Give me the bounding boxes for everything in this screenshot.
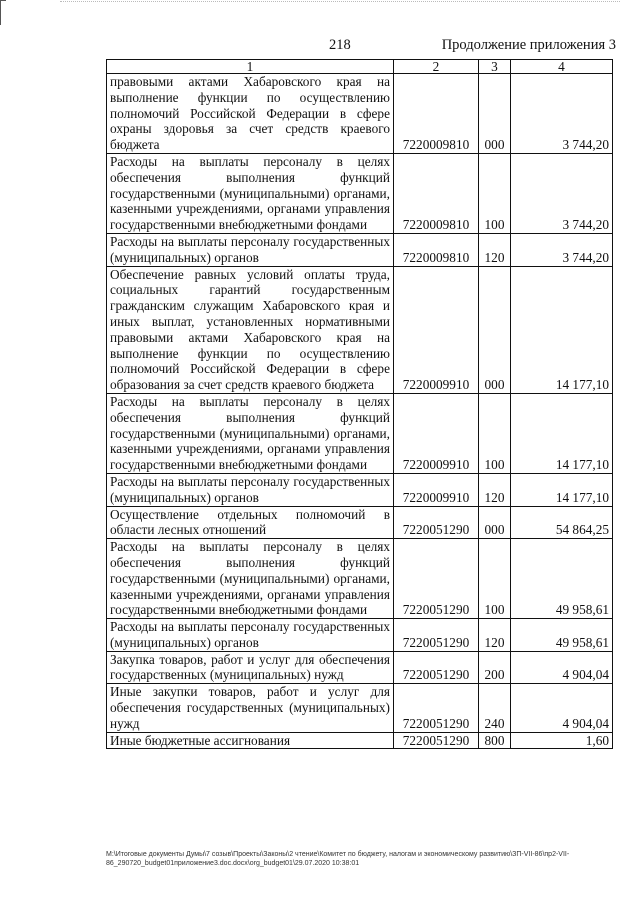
expense-type-cell: 100 — [479, 539, 511, 619]
footer-file-path: M:\Итоговые документы Думы\7 созыв\Проекты\Законы\2 чтение\Комитет по бюджету, налогам и экономическому развитию\ЗП-VII-86\пр2-VII-86_290720_budget01приложение3.doc.docx\org_budget01\29.07.2020 10:38:01 — [106, 851, 570, 867]
expense-type-cell: 100 — [479, 153, 511, 233]
amount-cell: 54 864,25 — [511, 506, 613, 539]
target-code-cell: 7220009910 — [394, 266, 479, 393]
expense-name-cell: Закупка товаров, работ и услуг для обеспечения государственных (муниципальных) нужд — [107, 651, 394, 684]
amount-cell: 3 744,20 — [511, 153, 613, 233]
table-row — [107, 153, 613, 233]
table-row — [107, 393, 613, 473]
table-header — [107, 60, 613, 74]
table-row — [107, 732, 613, 749]
target-code-cell: 7220051290 — [394, 732, 479, 749]
amount-cell: 14 177,10 — [511, 266, 613, 393]
expense-type-cell: 240 — [479, 684, 511, 732]
amount-cell: 1,60 — [511, 732, 613, 749]
page-number: 218 — [329, 37, 351, 53]
expense-type-cell: 000 — [479, 74, 511, 154]
expense-name-cell: правовыми актами Хабаровского края на выполнение функции по осуществлению полномочий Российской Федерации в сфере охраны здоровья за счет средств краевого бюджета — [107, 74, 394, 154]
expense-name-cell: Расходы на выплаты персоналу в целях обеспечения выполнения функций государственными (муниципальными) органами, казенными учреждениями, органами управления государственными внебюджетными фондами — [107, 393, 394, 473]
target-code-cell: 7220051290 — [394, 684, 479, 732]
table-row — [107, 684, 613, 732]
expense-type-cell: 120 — [479, 473, 511, 506]
expense-name-cell: Иные бюджетные ассигнования — [107, 732, 394, 749]
target-code-cell: 7220051290 — [394, 506, 479, 539]
expense-type-cell: 000 — [479, 266, 511, 393]
amount-cell: 14 177,10 — [511, 393, 613, 473]
expense-type-cell: 200 — [479, 651, 511, 684]
target-code-cell: 7220009810 — [394, 233, 479, 266]
expense-type-cell: 800 — [479, 732, 511, 749]
expense-type-cell: 100 — [479, 393, 511, 473]
expense-name-cell: Обеспечение равных условий оплаты труда, социальных гарантий государственным гражданским служащим Хабаровского края и иных выплат, установленных нормативными правовыми актами Хабаровского края на выполнение функции по осуществлению полномочий Российской Федерации в сфере образования за счет средств краевого бюджета — [107, 266, 394, 393]
scan-artifact-line — [60, 1, 620, 2]
expense-name-cell: Расходы на выплаты персоналу государственных (муниципальных) органов — [107, 473, 394, 506]
table-row — [107, 473, 613, 506]
amount-cell: 4 904,04 — [511, 684, 613, 732]
table-row — [107, 539, 613, 619]
amount-cell: 49 958,61 — [511, 539, 613, 619]
table-row — [107, 619, 613, 652]
expense-name-cell: Осуществление отдельных полномочий в области лесных отношений — [107, 506, 394, 539]
target-code-cell: 7220009810 — [394, 74, 479, 154]
amount-cell: 4 904,04 — [511, 651, 613, 684]
amount-cell: 14 177,10 — [511, 473, 613, 506]
expense-name-cell: Расходы на выплаты персоналу в целях обеспечения выполнения функций государственными (муниципальными) органами, казенными учреждениями, органами управления государственными внебюджетными фондами — [107, 153, 394, 233]
table-row — [107, 266, 613, 393]
column-header-3: 3 — [479, 60, 511, 74]
expense-type-cell: 120 — [479, 619, 511, 652]
header-row — [107, 60, 613, 74]
expense-name-cell: Расходы на выплаты персоналу государственных (муниципальных) органов — [107, 619, 394, 652]
column-header-2: 2 — [394, 60, 479, 74]
expense-type-cell: 120 — [479, 233, 511, 266]
target-code-cell: 7220051290 — [394, 539, 479, 619]
expense-type-cell: 000 — [479, 506, 511, 539]
column-header-4: 4 — [511, 60, 613, 74]
expense-name-cell: Расходы на выплаты персоналу в целях обеспечения выполнения функций государственными (муниципальными) органами, казенными учреждениями, органами управления государственными внебюджетными фондами — [107, 539, 394, 619]
amount-cell: 49 958,61 — [511, 619, 613, 652]
target-code-cell: 7220051290 — [394, 619, 479, 652]
expense-name-cell: Иные закупки товаров, работ и услуг для обеспечения государственных (муниципальных) нужд — [107, 684, 394, 732]
table-row — [107, 74, 613, 154]
target-code-cell: 7220009910 — [394, 473, 479, 506]
table-row — [107, 651, 613, 684]
continuation-label: Продолжение приложения 3 — [441, 37, 616, 53]
amount-cell: 3 744,20 — [511, 233, 613, 266]
budget-table — [106, 59, 613, 749]
scan-edge-mark — [0, 0, 6, 25]
target-code-cell: 7220009910 — [394, 393, 479, 473]
target-code-cell: 7220051290 — [394, 651, 479, 684]
amount-cell: 3 744,20 — [511, 74, 613, 154]
column-header-1: 1 — [107, 60, 394, 74]
table-body — [107, 74, 613, 749]
table-row — [107, 506, 613, 539]
expense-name-cell: Расходы на выплаты персоналу государственных (муниципальных) органов — [107, 233, 394, 266]
table-row — [107, 233, 613, 266]
target-code-cell: 7220009810 — [394, 153, 479, 233]
